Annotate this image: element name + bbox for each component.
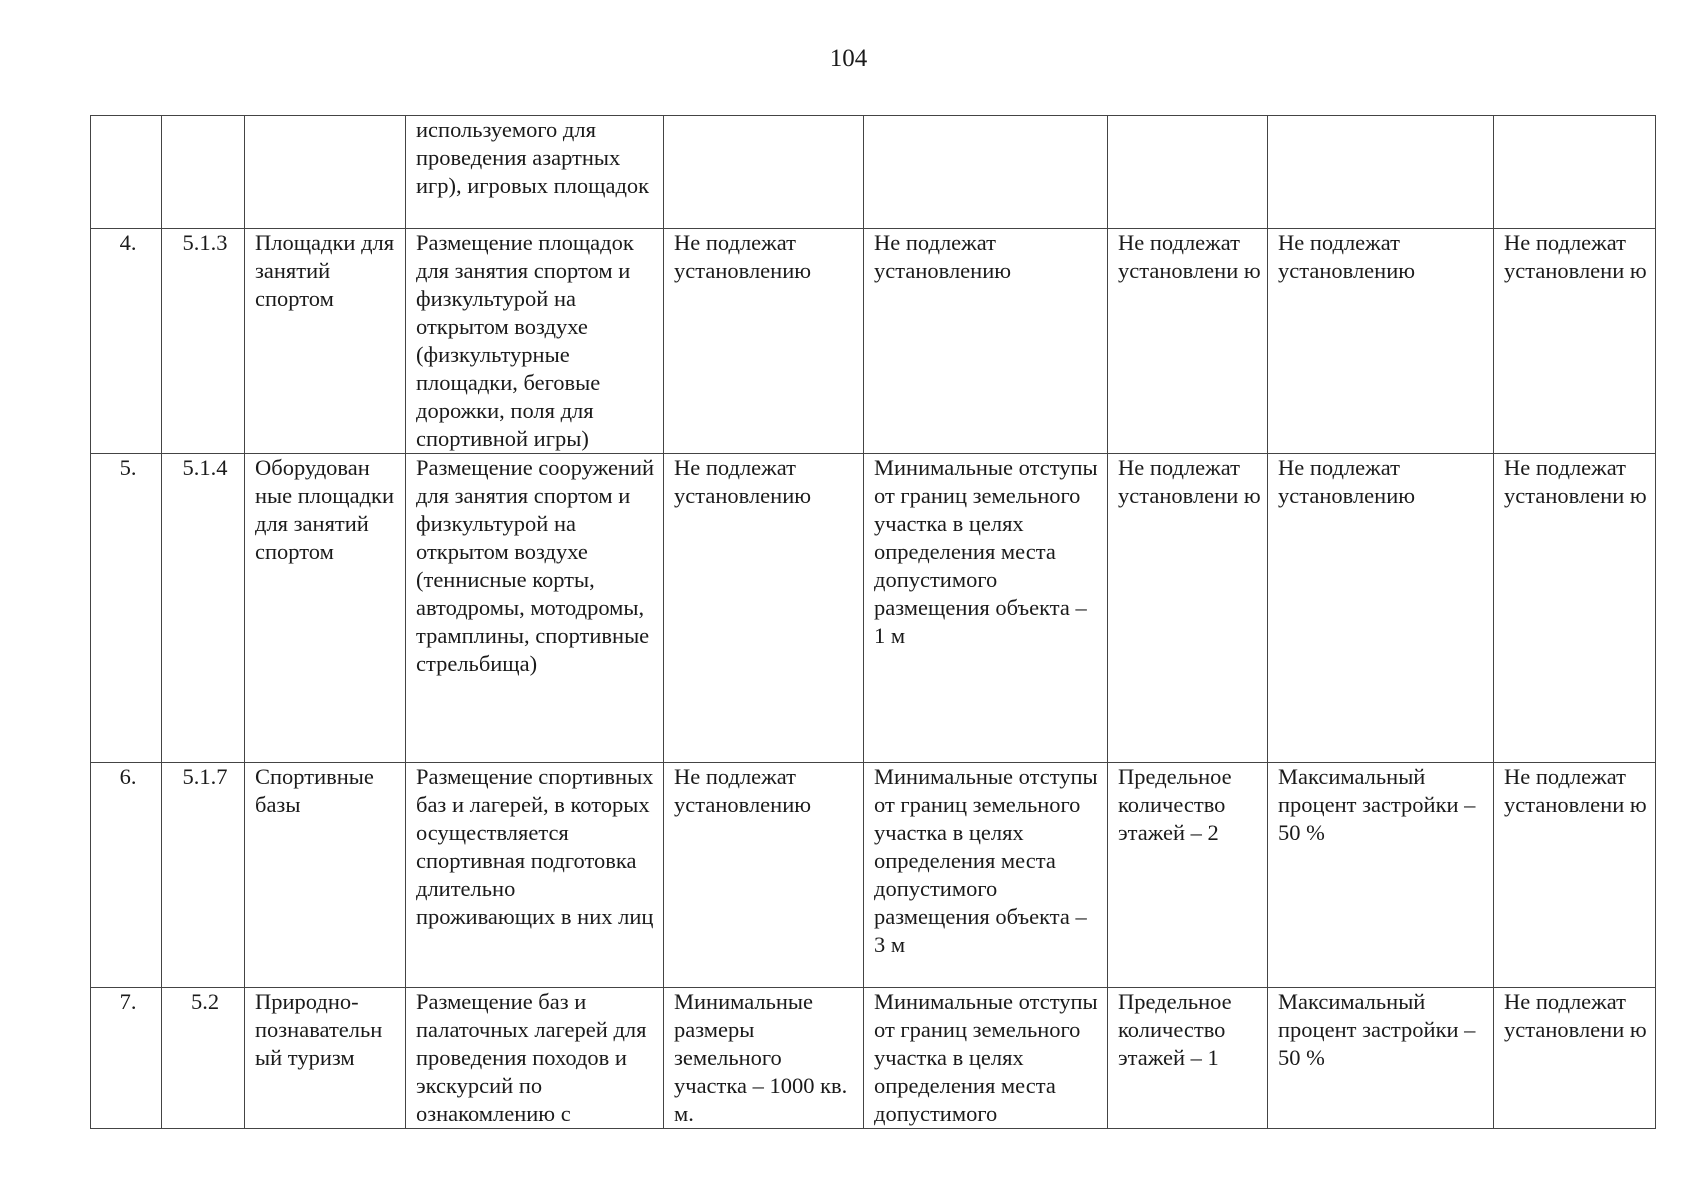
plot-size-cell: Минимальные размеры земельного участка – 1000 кв. м.	[664, 988, 864, 1129]
building-coverage-cell: Не подлежат установлению	[1268, 454, 1494, 763]
plot-size-cell: Не подлежат установлению	[664, 229, 864, 454]
other-parameters-cell: Не подлежат установлени ю	[1494, 763, 1656, 988]
other-parameters-cell: Не подлежат установлени ю	[1494, 229, 1656, 454]
land-use-name-cell	[245, 116, 406, 229]
page-number	[0, 44, 1697, 74]
row-number-cell: 4.	[91, 229, 162, 454]
other-parameters-cell: Не подлежат установлени ю	[1494, 454, 1656, 763]
land-use-code-cell: 5.1.7	[162, 763, 245, 988]
floors-cell: Предельное количество этажей – 1	[1108, 988, 1268, 1129]
row-number-cell	[91, 116, 162, 229]
zoning-regulations-table	[90, 115, 1656, 1129]
land-use-description-cell: Размещение площадок для занятия спортом и физкультурой на открытом воздухе (физкультурные площадки, беговые дорожки, поля для спортивной игры)	[406, 229, 664, 454]
row-number-cell: 5.	[91, 454, 162, 763]
table-row	[91, 763, 1656, 988]
land-use-code-cell	[162, 116, 245, 229]
building-coverage-cell: Максимальный процент застройки – 50 %	[1268, 988, 1494, 1129]
land-use-description-cell: используемого для проведения азартных игр), игровых площадок	[406, 116, 664, 229]
land-use-name-cell: Природно-познавательн ый туризм	[245, 988, 406, 1129]
land-use-name-cell: Спортивные базы	[245, 763, 406, 988]
land-use-description-cell: Размещение сооружений для занятия спортом и физкультурой на открытом воздухе (теннисные корты, автодромы, мотодромы, трамплины, спортивные стрельбища)	[406, 454, 664, 763]
table-row	[91, 988, 1656, 1129]
plot-size-cell	[664, 116, 864, 229]
building-coverage-cell	[1268, 116, 1494, 229]
other-parameters-cell: Не подлежат установлени ю	[1494, 988, 1656, 1129]
plot-size-cell: Не подлежат установлению	[664, 454, 864, 763]
building-coverage-cell: Не подлежат установлению	[1268, 229, 1494, 454]
floors-cell: Предельное количество этажей – 2	[1108, 763, 1268, 988]
row-number-cell: 7.	[91, 988, 162, 1129]
land-use-description-cell: Размещение баз и палаточных лагерей для проведения походов и экскурсий по ознакомлению с	[406, 988, 664, 1129]
other-parameters-cell	[1494, 116, 1656, 229]
building-coverage-cell: Максимальный процент застройки – 50 %	[1268, 763, 1494, 988]
table-row	[91, 229, 1656, 454]
setbacks-cell: Минимальные отступы от границ земельного участка в целях определения места допустимого	[864, 988, 1108, 1129]
land-use-name-cell: Оборудован ные площадки для занятий спортом	[245, 454, 406, 763]
land-use-description-cell: Размещение спортивных баз и лагерей, в которых осуществляется спортивная подготовка длительно проживающих в них лиц	[406, 763, 664, 988]
page-number-text: 104	[829, 45, 868, 72]
row-number-cell: 6.	[91, 763, 162, 988]
land-use-code-cell: 5.2	[162, 988, 245, 1129]
setbacks-cell: Минимальные отступы от границ земельного участка в целях определения места допустимого размещения объекта – 3 м	[864, 763, 1108, 988]
floors-cell: Не подлежат установлени ю	[1108, 454, 1268, 763]
table-row	[91, 116, 1656, 229]
setbacks-cell: Не подлежат установлению	[864, 229, 1108, 454]
land-use-code-cell: 5.1.4	[162, 454, 245, 763]
setbacks-cell	[864, 116, 1108, 229]
floors-cell	[1108, 116, 1268, 229]
setbacks-cell: Минимальные отступы от границ земельного участка в целях определения места допустимого размещения объекта – 1 м	[864, 454, 1108, 763]
land-use-name-cell: Площадки для занятий спортом	[245, 229, 406, 454]
land-use-code-cell: 5.1.3	[162, 229, 245, 454]
plot-size-cell: Не подлежат установлению	[664, 763, 864, 988]
table-row	[91, 454, 1656, 763]
floors-cell: Не подлежат установлени ю	[1108, 229, 1268, 454]
